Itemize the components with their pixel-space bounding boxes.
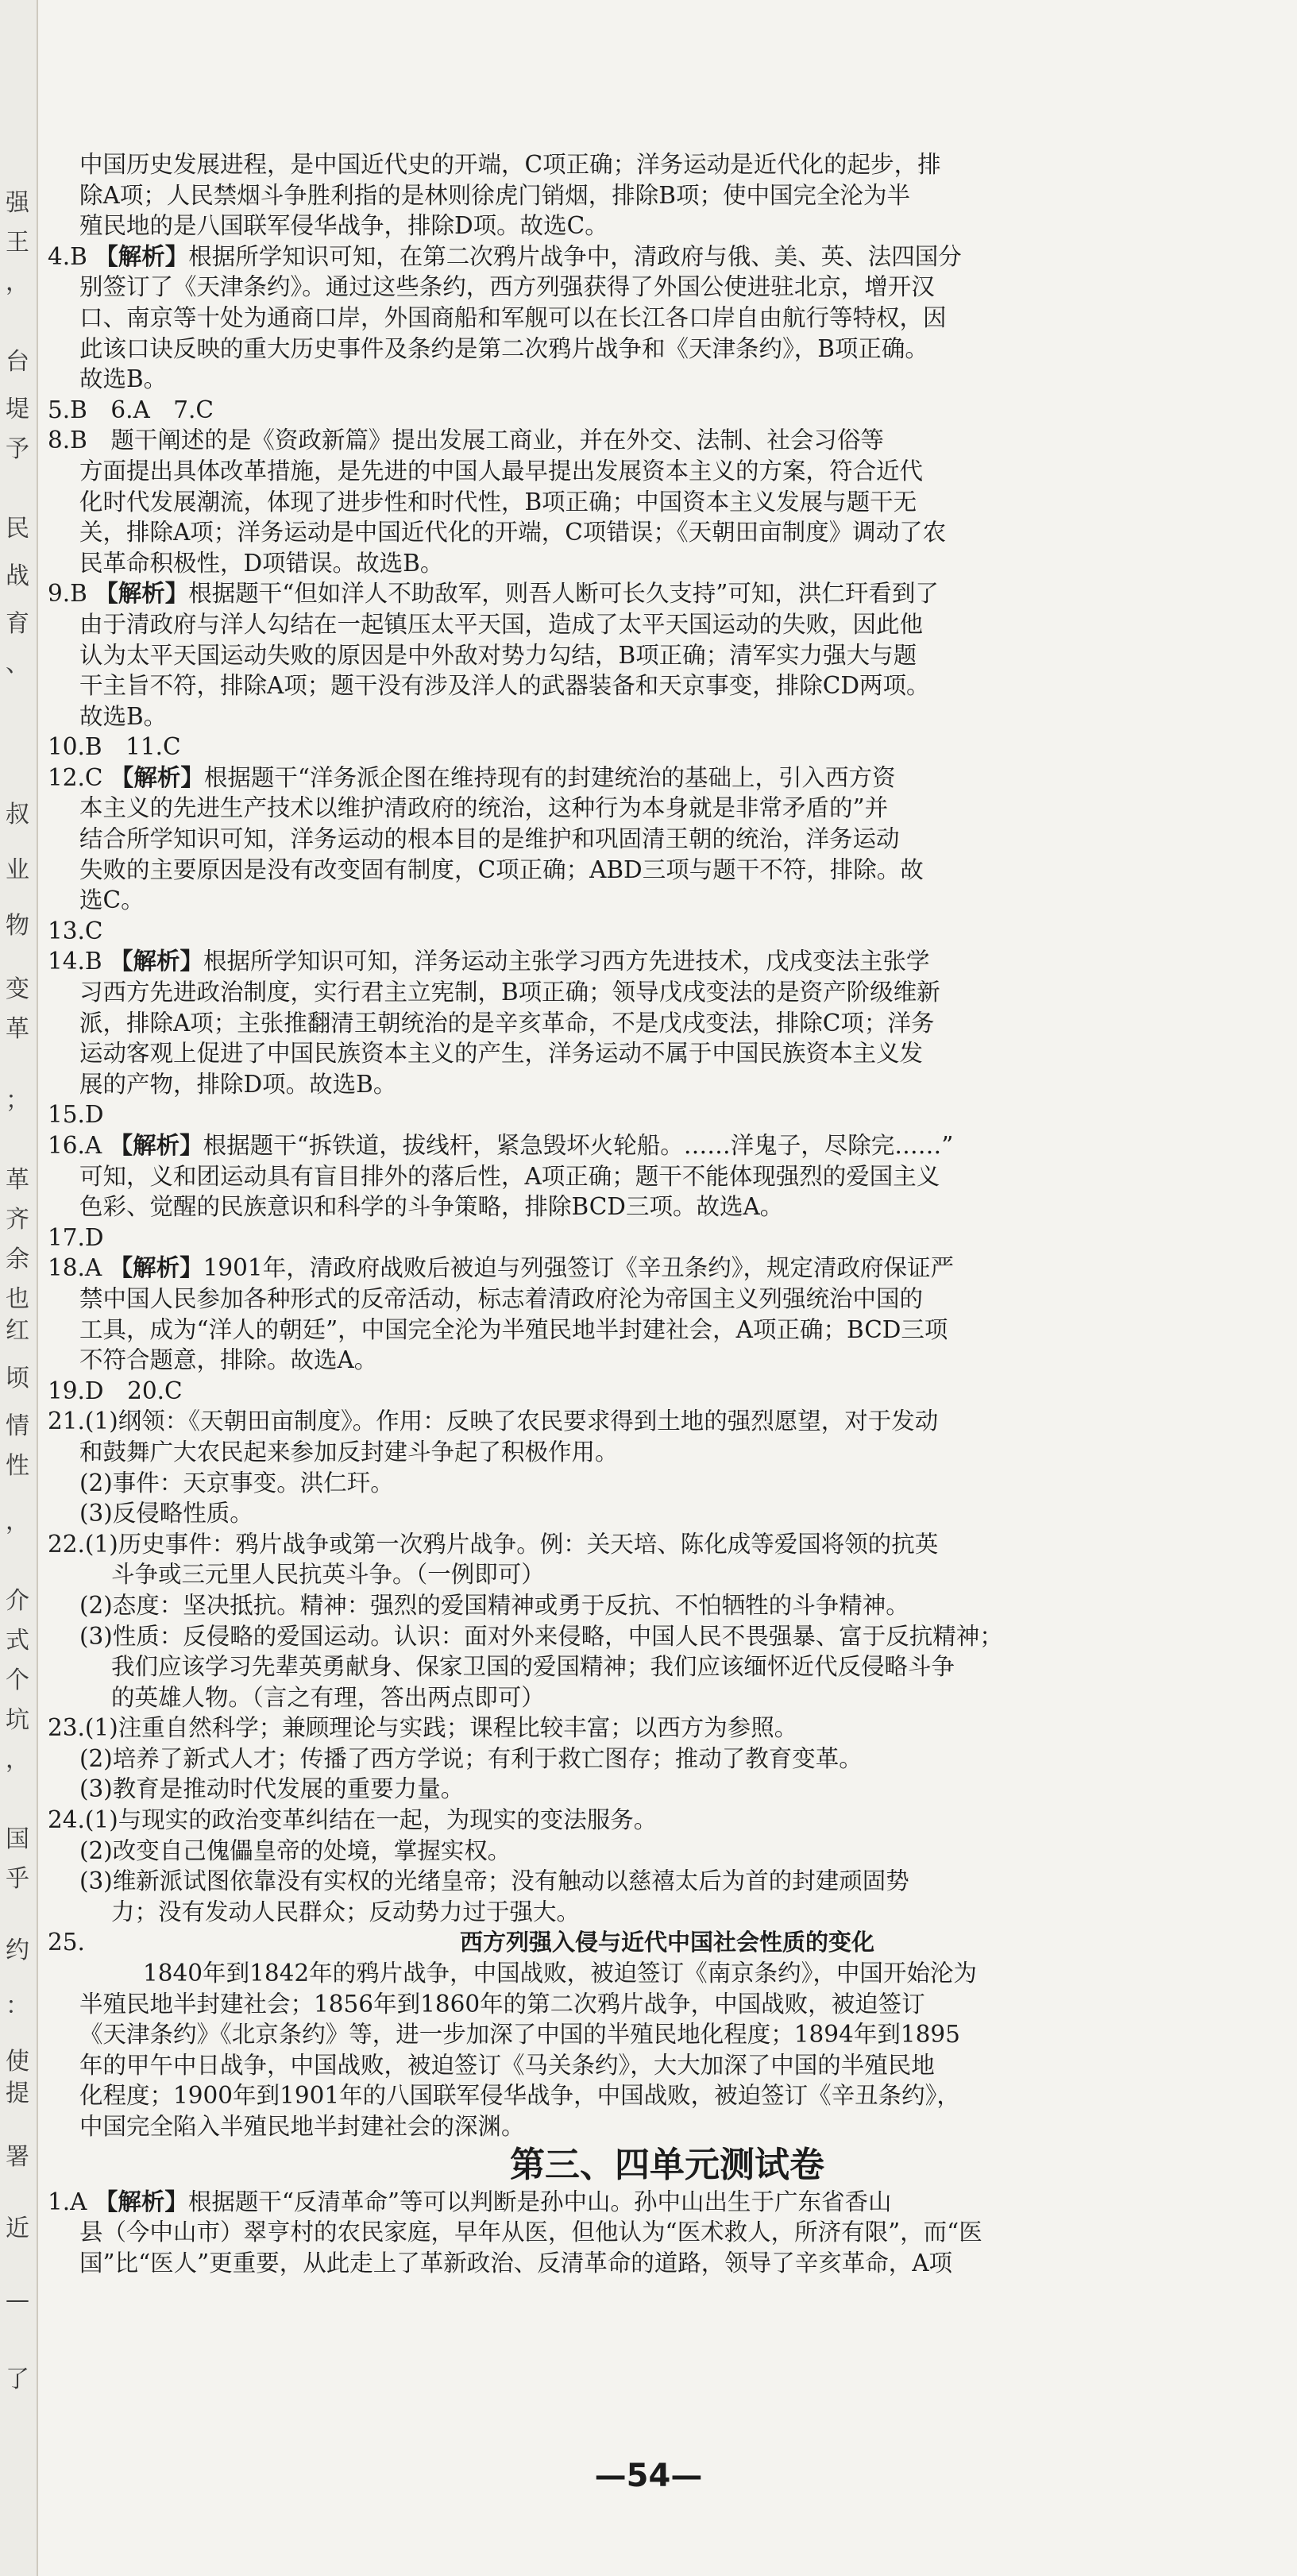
answer-line: 禁中国人民参加各种形式的反帝活动，标志着清政府沦为帝国主义列强统治中国的 (79, 1284, 924, 1312)
answer-line: (2)改变自己傀儡皇帝的处境，掌握实权。 (79, 1836, 511, 1864)
margin-char: ， (6, 268, 29, 296)
question-25 (48, 1927, 1287, 2142)
answer-line: (2)培养了新式人才；传播了西方学说；有利于救亡图存；推动了教育变革。 (79, 1744, 863, 1772)
answer-line: 中国历史发展进程，是中国近代史的开端，C项正确；洋务运动是近代化的起步，排 (79, 151, 941, 178)
answer-text: 根据题干“但如洋人不助敌军，则吾人断可长久支持”可知，洪仁玕看到了 (188, 580, 939, 608)
answer-line: 化时代发展潮流，体现了进步性和时代性，B项正确；中国资本主义发展与题干无 (79, 488, 917, 516)
margin-char: 顷 (6, 1365, 29, 1392)
essay-line: 半殖民地半封建社会；1856年到1860年的第二次鸦片战争，中国战败，被迫签订 (79, 1990, 925, 2018)
essay-line: 化程度；1900年到1901年的八国联军侵华战争，中国战败，被迫签订《辛丑条约》， (79, 2082, 960, 2110)
answer-line: 民革命积极性，D项错误。故选B。 (79, 549, 444, 577)
margin-char: 、 (6, 650, 29, 678)
margin-char: 育 (6, 610, 29, 638)
margin-char: ， (6, 1746, 29, 1774)
question-line: 24.(1)与现实的政治变革纠结在一起，为现实的变法服务。 (48, 1806, 658, 1834)
answer-line: 斗争或三元里人民抗英斗争。（一例即可） (111, 1561, 545, 1589)
essay-line: 1840年到1842年的鸦片战争，中国战败，被迫签订《南京条约》，中国开始沦为 (143, 1960, 977, 1987)
question-number: 18.A (48, 1254, 110, 1282)
answer-line: 口、南京等十处为通商口岸，外国商船和军舰可以在长江各口岸自由航行等特权，因 (79, 303, 947, 331)
margin-char: — (6, 2286, 29, 2314)
margin-char: 情 (6, 1412, 29, 1440)
answer-line: (3)反侵略性质。 (79, 1500, 253, 1527)
margin-char: 予 (6, 435, 29, 463)
question-line: 17.D (48, 1223, 104, 1251)
question-line: 10.B 11.C (48, 733, 181, 761)
question-line (48, 1130, 1287, 1161)
margin-char: 齐 (6, 1206, 29, 1234)
margin-char: 叔 (6, 801, 29, 828)
answer-line: 习西方先进政治制度，实行君主立宪制，B项正确；领导戊戌变法的是资产阶级维新 (79, 979, 940, 1006)
margin-char: 余 (6, 1246, 29, 1273)
answer-content (48, 149, 1287, 2278)
margin-char: 红 (6, 1317, 29, 1345)
answer-line: 派，排除A项；主张推翻清王朝统治的是辛亥革命，不是戊戌变法，排除C项；洋务 (79, 1009, 935, 1037)
question-line: 5.B 6.A 7.C (48, 396, 214, 423)
answer-line: 和鼓舞广大农民起来参加反封建斗争起了积极作用。 (79, 1438, 619, 1466)
margin-char: 近 (6, 2215, 29, 2242)
margin-char: ， (6, 1508, 29, 1535)
margin-char: 革 (6, 1166, 29, 1194)
margin-char: 署 (6, 2143, 29, 2171)
essay-line: 中国完全陷入半殖民地半封建社会的深渊。 (79, 2113, 525, 2140)
section-title: 第三、四单元测试卷 (510, 2144, 824, 2185)
essay-title: 西方列强入侵与近代中国社会性质的变化 (459, 1929, 874, 1956)
margin-char: 业 (6, 856, 29, 884)
answer-line: 别签订了《天津条约》。通过这些条约，西方列强获得了外国公使进驻北京，增开汉 (79, 273, 935, 301)
question-line: 13.C (48, 917, 103, 944)
question-line: 23.(1)注重自然科学；兼顾理论与实践；课程比较丰富；以西方为参照。 (48, 1714, 798, 1742)
answer-line: 失败的主要原因是没有改变固有制度，C项正确；ABD三项与题干不符，排除。故 (79, 855, 924, 883)
question-number: 1.A (48, 2188, 95, 2215)
answer-line: (3)性质：反侵略的爱国运动。认识：面对外来侵略，中国人民不畏强暴、富于反抗精神； (79, 1622, 1003, 1650)
margin-char: 使 (6, 2048, 29, 2076)
answer-line: 认为太平天国运动失败的原因是中外敌对势力勾结，B项正确；清军实力强大与题 (79, 641, 917, 669)
answer-line: 色彩、觉醒的民族意识和科学的斗争策略，排除BCD三项。故选A。 (79, 1193, 784, 1221)
answer-line: 我们应该学习先辈英勇献身、保家卫国的爱国精神；我们应该缅怀近代反侵略斗争 (111, 1653, 955, 1681)
answer-line: (2)事件：天京事变。洪仁玕。 (79, 1469, 394, 1497)
answer-line: 由于清政府与洋人勾结在一起镇压太平天国，造成了太平天国运动的失败，因此他 (79, 610, 924, 638)
margin-char: ： (6, 1992, 29, 2020)
margin-char: 王 (6, 229, 29, 257)
margin-char: 乎 (6, 1865, 29, 1893)
question-line: 8.B 题干阐述的是《资政新篇》提出发展工商业，并在外交、法制、社会习俗等 (48, 427, 884, 454)
question-line: 22.(1)历史事件：鸦片战争或第一次鸦片战争。例：关天培、陈化成等爱国将领的抗英 (48, 1530, 939, 1558)
answer-line: (3)教育是推动时代发展的重要力量。 (79, 1775, 465, 1803)
answer-line: 此该口诀反映的重大历史事件及条约是第二次鸦片战争和《天津条约》，B项正确。 (79, 334, 928, 362)
analysis-tag: 【解析】 (95, 580, 189, 608)
answer-line: (3)维新派试图依靠没有实权的光绪皇帝；没有触动以慈禧太后为首的封建顽固势 (79, 1867, 909, 1895)
question-number: 14.B (48, 948, 110, 975)
margin-char: 也 (6, 1285, 29, 1313)
answer-line: 力；没有发动人民群众；反动势力过于强大。 (111, 1898, 581, 1925)
analysis-tag: 【解析】 (109, 1254, 203, 1282)
margin-char: 国 (6, 1825, 29, 1853)
answer-line: 县（今中山市）翠亨村的农民家庭，早年从医，但他认为“医术救人，所济有限”，而“医 (79, 2219, 982, 2246)
answer-line: 结合所学知识可知，洋务运动的根本目的是维护和巩固清王朝的统治，洋务运动 (79, 825, 900, 853)
answer-line: 展的产物，排除D项。故选B。 (79, 1070, 397, 1098)
margin-char: 介 (6, 1587, 29, 1615)
answer-line: 国”比“医人”更重要，从此走上了革新政治、反清革命的道路，领导了辛亥革命，A项 (79, 2249, 953, 2277)
answer-text: 根据所学知识可知，洋务运动主张学习西方先进技术，戊戌变法主张学 (203, 948, 930, 975)
analysis-tag: 【解析】 (109, 1132, 203, 1159)
answer-line: 关，排除A项；洋务运动是中国近代化的开端，C项错误；《天朝田亩制度》调动了农 (79, 519, 947, 546)
question-line (48, 578, 1287, 609)
answer-line: 运动客观上促进了中国民族资本主义的产生，洋务运动不属于中国民族资本主义发 (79, 1040, 924, 1068)
binding-margin-strip (0, 0, 38, 2576)
margin-char: 堤 (6, 396, 29, 423)
question-number: 9.B (48, 580, 95, 608)
answer-text: 1901年，清政府战败后被迫与列强签订《辛丑条约》，规定清政府保证严 (203, 1254, 954, 1282)
margin-char: 台 (6, 348, 29, 376)
margin-char: 了 (6, 2366, 29, 2393)
margin-char: 变 (6, 975, 29, 1003)
question-line (48, 763, 1287, 794)
margin-char: ； (6, 1087, 29, 1114)
margin-char: 物 (6, 912, 29, 940)
answer-line: 故选B。 (79, 365, 168, 393)
margin-char: 坑 (6, 1706, 29, 1734)
answer-line: 除A项；人民禁烟斗争胜利指的是林则徐虎门销烟，排除B项；使中国完全沦为半 (79, 181, 910, 209)
answer-line: 工具，成为“洋人的朝廷”，中国完全沦为半殖民地半封建社会，A项正确；BCD三项 (79, 1315, 948, 1343)
question-number: 16.A (48, 1132, 110, 1159)
question-number: 4.B (48, 242, 95, 270)
margin-char: 式 (6, 1627, 29, 1655)
margin-char: 性 (6, 1452, 29, 1480)
answer-text: 根据题干“反清革命”等可以判断是孙中山。孙中山出生于广东省香山 (187, 2188, 892, 2215)
analysis-tag: 【解析】 (94, 2188, 188, 2215)
question-line: 15.D (48, 1101, 104, 1129)
margin-char: 提 (6, 2080, 29, 2107)
question-line: 19.D 20.C (48, 1377, 183, 1404)
analysis-tag: 【解析】 (95, 242, 189, 270)
answer-line: 殖民地的是八国联军侵华战争，排除D项。故选C。 (79, 212, 608, 240)
analysis-tag: 【解析】 (109, 948, 203, 975)
margin-char: 约 (6, 1937, 29, 1964)
answer-line: 干主旨不符，排除A项；题干没有涉及洋人的武器装备和天京事变，排除CD两项。 (79, 672, 930, 700)
question-line (48, 2187, 1287, 2218)
analysis-tag: 【解析】 (110, 763, 204, 791)
margin-char: 个 (6, 1666, 29, 1694)
answer-line: 故选B。 (79, 702, 168, 730)
question-line (48, 1253, 1287, 1284)
answer-line: 方面提出具体改革措施，是先进的中国人最早提出发展资本主义的方案，符合近代 (79, 457, 924, 485)
answer-line: 不符合题意，排除。故选A。 (79, 1346, 378, 1374)
question-25-header (48, 1927, 1287, 1958)
question-line (48, 946, 1287, 977)
question-line: 21.(1)纲领：《天朝田亩制度》。作用：反映了农民要求得到土地的强烈愿望，对于发动 (48, 1408, 939, 1435)
question-line (48, 241, 1287, 272)
answer-text: 根据题干“洋务派企图在维持现有的封建统治的基础上，引入西方资 (203, 763, 896, 791)
margin-char: 战 (6, 562, 29, 590)
answer-text: 根据所学知识可知，在第二次鸦片战争中，清政府与俄、美、英、法四国分 (188, 242, 962, 270)
essay-line: 年的甲午中日战争，中国战败，被迫签订《马关条约》，大大加深了中国的半殖民地 (79, 2051, 935, 2079)
page-number: —54— (594, 2458, 703, 2494)
answer-line: 选C。 (79, 886, 145, 914)
answer-line: (2)态度：坚决抵抗。精神：强烈的爱国精神或勇于反抗、不怕牺牲的斗争精神。 (79, 1591, 909, 1619)
question-number: 12.C (48, 763, 110, 791)
essay-line: 《天津条约》《北京条约》等，进一步加深了中国的半殖民地化程度；1894年到1895 (79, 2021, 960, 2049)
answer-text: 根据题干“拆铁道，拔线杆，紧急毁坏火轮船。……洋鬼子，尽除完……” (203, 1132, 954, 1159)
answer-line: 本主义的先进生产技术以维护清政府的统治，这种行为本身就是非常矛盾的”并 (79, 794, 889, 822)
answer-line: 的英雄人物。（言之有理，答出两点即可） (111, 1683, 545, 1711)
margin-char: 强 (6, 189, 29, 217)
margin-char: 革 (6, 1015, 29, 1043)
answer-line: 可知，义和团运动具有盲目排外的落后性，A项正确；题干不能体现强烈的爱国主义 (79, 1162, 940, 1190)
margin-char: 民 (6, 515, 29, 543)
question-number: 25. (48, 1929, 85, 1956)
